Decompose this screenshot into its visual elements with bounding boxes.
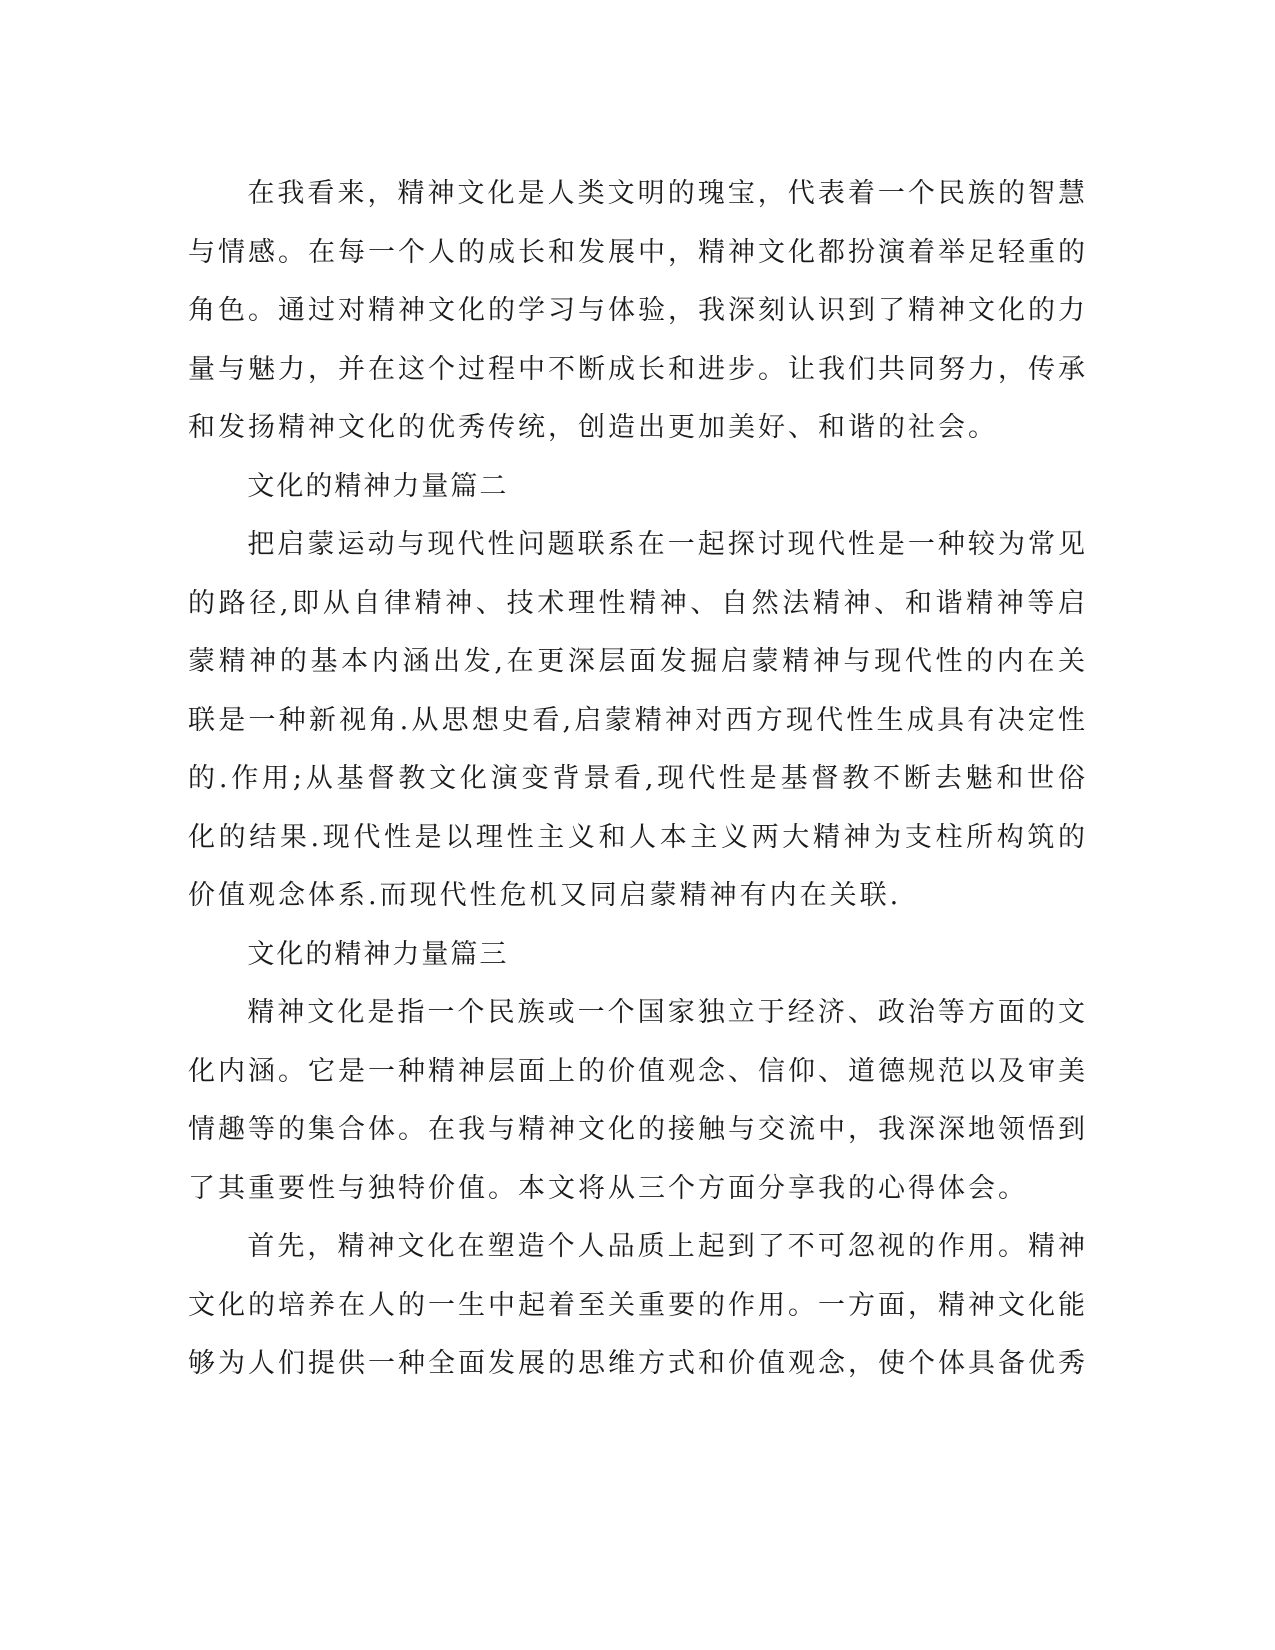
paragraph-enlightenment: 把启蒙运动与现代性问题联系在一起探讨现代性是一种较为常见的路径,即从自律精神、技术理性精神、自然法精神、和谐精神等启蒙精神的基本内涵出发,在更深层面发掘启蒙精神与现代性的内在关联是一种新视角.从思想史看,启蒙精神对西方现代性生成具有决定性的.作用;从基督教文化演变背景看,现代性是基督教不断去魅和世俗化的结果.现代性是以理性主义和人本主义两大精神为支柱所构筑的价值观念体系.而现代性危机又同启蒙精神有内在关联.	[188, 529, 1088, 911]
paragraph-definition: 精神文化是指一个民族或一个国家独立于经济、政治等方面的文化内涵。它是一种精神层面上的价值观念、信仰、道德规范以及审美情趣等的集合体。在我与精神文化的接触与交流中，我深深地领悟到了其重要性与独特价值。本文将从三个方面分享我的心得体会。	[188, 997, 1088, 1204]
section-heading-part-two: 文化的精神力量篇二	[247, 470, 509, 502]
document-body	[188, 165, 1088, 1394]
paragraph-first-point: 首先，精神文化在塑造个人品质上起到了不可忽视的作用。精神文化的培养在人的一生中起着至关重要的作用。一方面，精神文化能够为人们提供一种全面发展的思维方式和价值观念，使个体具备优秀	[188, 1231, 1088, 1379]
section-heading-part-three: 文化的精神力量篇三	[247, 938, 509, 970]
paragraph-conclusion: 在我看来，精神文化是人类文明的瑰宝，代表着一个民族的智慧与情感。在每一个人的成长和发展中，精神文化都扮演着举足轻重的角色。通过对精神文化的学习与体验，我深刻认识到了精神文化的力量与魅力，并在这个过程中不断成长和进步。让我们共同努力，传承和发扬精神文化的优秀传统，创造出更加美好、和谐的社会。	[188, 178, 1088, 443]
